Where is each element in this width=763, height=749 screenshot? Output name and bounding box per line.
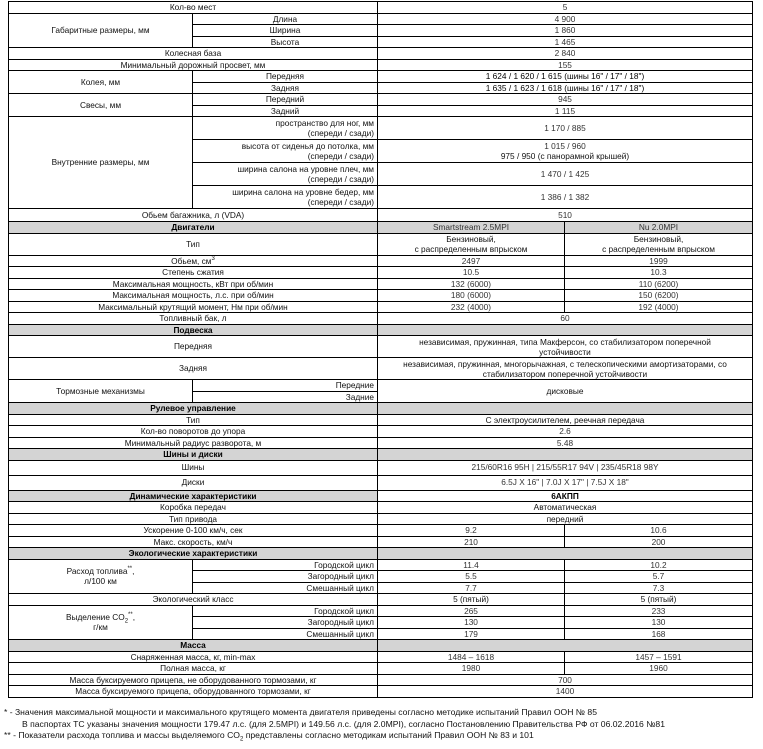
value-volume-1: 2497 (378, 255, 565, 267)
value-torque-2: 192 (4000) (565, 301, 753, 313)
label-compression: Степень сжатия (9, 267, 378, 279)
section-wheels (9, 449, 753, 461)
label-drive: Тип привода (9, 513, 378, 525)
label-susp-front: Передняя (9, 336, 378, 358)
row-compression (9, 267, 753, 279)
label-shoulder-2: (спереди / сзади) (307, 174, 374, 184)
value-vmax-2: 200 (565, 536, 753, 548)
label-track: Колея, мм (9, 71, 193, 94)
row-power-kw (9, 278, 753, 290)
row-susp-rear (9, 358, 753, 380)
section-dynamics (9, 490, 753, 502)
footnote-2: В паспортах ТС указаны значения мощности 179.47 л.с. (для 2.5MPI) и 149.56 л.с. (для 2.0MPI), согласно Постановлению Правительства РФ от 06.02.2016 №81 (22, 718, 665, 729)
section-mass (9, 640, 753, 652)
label-fuel-text: Расход топлива (66, 566, 128, 577)
value-engine-type-1 (378, 233, 565, 255)
footnotes (4, 707, 759, 742)
label-co2-city: Городской цикл (193, 605, 378, 617)
label-fuel-city: Городской цикл (193, 559, 378, 571)
value-accel-2: 10.6 (565, 525, 753, 537)
value-hip: 1 386 / 1 382 (378, 186, 753, 209)
section-dynamics-value: 6АКПП (378, 490, 753, 502)
label-brakes-front: Передние (193, 380, 378, 392)
row-torque (9, 301, 753, 313)
label-trailer-braked: Масса буксируемого прицепа, оборудованного тормозами, кг (9, 686, 378, 698)
value-power-hp-1: 180 (6000) (378, 290, 565, 302)
label-volume-sup: 3 (211, 255, 215, 262)
row-steering-radius (9, 437, 753, 449)
value-compression-2: 10.3 (565, 267, 753, 279)
label-height: Высота (193, 36, 378, 48)
row-drive (9, 513, 753, 525)
value-susp-rear (378, 358, 753, 380)
value-trunk: 510 (378, 209, 753, 222)
label-track-rear: Задняя (193, 82, 378, 94)
value-trailer-braked: 1400 (378, 686, 753, 698)
label-headroom-2: (спереди / сзади) (307, 151, 374, 161)
label-fuel-mixed: Смешанный цикл (193, 582, 378, 594)
section-eco-title: Экологические характеристики (9, 548, 378, 560)
value-accel-1: 9.2 (378, 525, 565, 537)
value-co2-highway-2: 130 (565, 617, 753, 629)
value-steering-turns: 2.6 (378, 426, 753, 438)
row-brakes-front (9, 380, 753, 392)
value-tank: 60 (378, 313, 753, 325)
value-length: 4 900 (378, 13, 753, 25)
value-curb-mass-1: 1484 – 1618 (378, 651, 565, 663)
label-co2-text: Выделение CO (65, 612, 125, 623)
label-length: Длина (193, 13, 378, 25)
row-trailer-braked (9, 686, 753, 698)
label-fuel (9, 559, 193, 594)
label-trailer-unbraked: Масса буксируемого прицепа, не оборудованного тормозами, кг (9, 674, 378, 686)
value-curb-mass-2: 1457 – 1591 (565, 651, 753, 663)
label-legroom-2: (спереди / сзади) (307, 128, 374, 138)
section-steering (9, 403, 753, 415)
value-rims: 6.5J X 16" | 7.0J X 17" | 7.5J X 18" (378, 475, 753, 490)
row-vmax (9, 536, 753, 548)
value-torque-1: 232 (4000) (378, 301, 565, 313)
section-wheels-blank (378, 449, 753, 461)
value-engine-type-2 (565, 233, 753, 255)
row-wheelbase (9, 48, 753, 60)
label-trunk: Обьем багажника, л (VDA) (9, 209, 378, 222)
label-steering-turns: Кол-во поворотов до упора (9, 426, 378, 438)
section-wheels-title: Шины и диски (9, 449, 378, 461)
value-eco-class-1: 5 (пятый) (378, 594, 565, 606)
label-clearance: Минимальный дорожный просвет, мм (9, 59, 378, 71)
row-trunk (9, 209, 753, 222)
label-overhang-front: Передний (193, 94, 378, 106)
section-suspension-blank (378, 324, 753, 336)
label-co2-comma: , (132, 612, 136, 623)
label-shoulder (193, 163, 378, 186)
label-co2-1 (11, 612, 190, 625)
value-susp-front-2: устойчивости (539, 346, 591, 357)
value-susp-rear-2: стабилизатором поперечной устойчивости (482, 368, 648, 379)
label-power-kw: Максимальная мощность, кВт при об/мин (9, 278, 378, 290)
label-legroom (193, 117, 378, 140)
value-headroom-1: 1 015 / 960 (544, 141, 586, 151)
row-fuel-city (9, 559, 753, 571)
row-track-front (9, 71, 753, 83)
row-accel (9, 525, 753, 537)
label-shoulder-1: ширина салона на уровне плеч, мм (237, 164, 374, 174)
value-fuel-city-1: 11.4 (378, 559, 565, 571)
label-co2-highway: Загородный цикл (193, 617, 378, 629)
label-interior: Внутренние размеры, мм (9, 117, 193, 209)
row-seats (9, 2, 753, 14)
value-steering-radius: 5.48 (378, 437, 753, 449)
value-fuel-city-2: 10.2 (565, 559, 753, 571)
engine-col-1: Smartstream 2.5MPI (378, 222, 565, 234)
value-gross-mass-2: 1960 (565, 663, 753, 675)
value-susp-front-1: независимая, пружинная, типа Макферсон, со стабилизатором поперечной (419, 336, 711, 347)
row-rims (9, 475, 753, 490)
section-suspension-title: Подвеска (9, 324, 378, 336)
section-engines-title: Двигатели (9, 222, 378, 234)
row-length (9, 13, 753, 25)
row-eco-class (9, 594, 753, 606)
value-headroom-2: 975 / 950 (с панорамной крышей) (500, 151, 630, 161)
value-seats: 5 (378, 2, 753, 14)
label-overhang: Свесы, мм (9, 94, 193, 117)
label-overhang-rear: Задний (193, 105, 378, 117)
value-clearance: 155 (378, 59, 753, 71)
value-shoulder: 1 470 / 1 425 (378, 163, 753, 186)
label-dimensions: Габаритные размеры, мм (9, 13, 193, 48)
value-susp-rear-1: независимая, пружинная, многорычажная, с телескопическими амортизаторами, со (403, 358, 727, 369)
value-engine-type-2a: Бензиновый, (633, 234, 684, 244)
value-width: 1 860 (378, 25, 753, 37)
row-trailer-unbraked (9, 674, 753, 686)
label-hip (193, 186, 378, 209)
label-tank: Топливный бак, л (9, 313, 378, 325)
section-eco (9, 548, 753, 560)
value-vmax-1: 210 (378, 536, 565, 548)
label-co2-2: г/км (93, 622, 108, 633)
value-power-kw-1: 132 (6000) (378, 278, 565, 290)
footnote-1: * - Значения максимальной мощности и максимального крутящего момента двигателя приведены согласно методике испытаний Правил ООН № 85 (4, 707, 597, 717)
value-power-kw-2: 110 (6200) (565, 278, 753, 290)
value-drive: передний (378, 513, 753, 525)
footnote-3-sub: 2 (239, 736, 244, 743)
value-track-rear: 1 635 / 1 623 / 1 618 (шины 16" / 17" / 18") (378, 82, 753, 94)
row-curb-mass (9, 651, 753, 663)
label-brakes: Тормозные механизмы (9, 380, 193, 403)
value-fuel-mixed-1: 7.7 (378, 582, 565, 594)
label-fuel-highway: Загородный цикл (193, 571, 378, 583)
row-clearance (9, 59, 753, 71)
value-track-front: 1 624 / 1 620 / 1 615 (шины 16" / 17" / 18") (378, 71, 753, 83)
label-hip-2: (спереди / сзади) (307, 197, 374, 207)
footnote-3-a: ** - Показатели расхода топлива и массы выделяемого CO (4, 730, 240, 741)
label-gross-mass: Полная масса, кг (9, 663, 378, 675)
label-width: Ширина (193, 25, 378, 37)
footnote-3-b: представлены согласно методикам испытаний Правил ООН № 83 и 101 (243, 730, 534, 741)
value-wheelbase: 2 840 (378, 48, 753, 60)
row-co2-city (9, 605, 753, 617)
value-susp-front (378, 336, 753, 358)
value-fuel-highway-2: 5.7 (565, 571, 753, 583)
value-engine-type-1b: с распределенным впрыском (414, 244, 528, 254)
label-fuel-sup: ** (127, 566, 133, 573)
value-co2-mixed-1: 179 (378, 628, 565, 640)
value-fuel-mixed-2: 7.3 (565, 582, 753, 594)
section-engines (9, 222, 753, 234)
value-trailer-unbraked: 700 (378, 674, 753, 686)
value-fuel-highway-1: 5.5 (378, 571, 565, 583)
value-volume-2: 1999 (565, 255, 753, 267)
spec-table (8, 1, 753, 698)
value-power-hp-2: 150 (6200) (565, 290, 753, 302)
label-steering-type: Тип (9, 414, 378, 426)
label-vmax: Макс. скорость, км/ч (9, 536, 378, 548)
label-susp-rear: Задняя (9, 358, 378, 380)
value-overhang-front: 945 (378, 94, 753, 106)
row-overhang-front (9, 94, 753, 106)
row-volume (9, 255, 753, 267)
footnote-3 (4, 730, 759, 742)
label-steering-radius: Минимальный радиус разворота, м (9, 437, 378, 449)
label-co2-mixed: Смешанный цикл (193, 628, 378, 640)
section-steering-title: Рулевое управление (9, 403, 378, 415)
row-susp-front (9, 336, 753, 358)
label-co2-sup: ** (128, 612, 133, 619)
label-fuel-1 (11, 566, 190, 576)
label-headroom (193, 140, 378, 163)
value-overhang-rear: 1 115 (378, 105, 753, 117)
value-steering-type: С электроусилителем, реечная передача (378, 414, 753, 426)
label-gearbox: Коробка передач (9, 502, 378, 514)
label-co2 (9, 605, 193, 640)
label-eco-class: Экологический класс (9, 594, 378, 606)
label-torque: Максимальный крутящий момент, Нм при об/мин (9, 301, 378, 313)
section-suspension (9, 324, 753, 336)
label-engine-type: Тип (9, 233, 378, 255)
section-dynamics-title: Динамические характеристики (9, 490, 378, 502)
section-mass-title: Масса (9, 640, 378, 652)
label-fuel-comma: , (132, 566, 135, 577)
label-legroom-1: пространство для ног, мм (275, 118, 374, 128)
value-brakes: дисковые (378, 380, 753, 403)
row-legroom (9, 117, 753, 140)
value-legroom: 1 170 / 885 (378, 117, 753, 140)
label-track-front: Передняя (193, 71, 378, 83)
label-tyres: Шины (9, 460, 378, 475)
row-tank (9, 313, 753, 325)
row-tyres (9, 460, 753, 475)
value-co2-city-2: 233 (565, 605, 753, 617)
label-seats: Кол-во мест (9, 2, 378, 14)
row-steering-turns (9, 426, 753, 438)
value-gross-mass-1: 1980 (378, 663, 565, 675)
label-rims: Диски (9, 475, 378, 490)
value-headroom (378, 140, 753, 163)
value-tyres: 215/60R16 95H | 215/55R17 94V | 235/45R18 98Y (378, 460, 753, 475)
engine-col-2: Nu 2.0MPI (565, 222, 753, 234)
label-co2-sub: 2 (124, 618, 129, 625)
value-height: 1 465 (378, 36, 753, 48)
value-engine-type-2b: с распределенным впрыском (602, 244, 715, 254)
label-accel: Ускорение 0-100 км/ч, сек (9, 525, 378, 537)
value-co2-city-1: 265 (378, 605, 565, 617)
value-engine-type-1a: Бензиновый, (446, 234, 496, 244)
label-headroom-1: высота от сиденья до потолка, мм (241, 141, 374, 151)
label-volume (9, 255, 378, 267)
label-volume-text: Обьем, см (171, 255, 212, 266)
label-brakes-rear: Задние (193, 391, 378, 403)
label-wheelbase: Колесная база (9, 48, 378, 60)
row-gross-mass (9, 663, 753, 675)
label-curb-mass: Снаряженная масса, кг, min-max (9, 651, 378, 663)
section-mass-blank (378, 640, 753, 652)
row-engine-type (9, 233, 753, 255)
value-compression-1: 10.5 (378, 267, 565, 279)
label-hip-1: ширина салона на уровне бедер, мм (232, 187, 374, 197)
label-power-hp: Максимальная мощность, л.с. при об/мин (9, 290, 378, 302)
row-steering-type (9, 414, 753, 426)
value-co2-mixed-2: 168 (565, 628, 753, 640)
value-gearbox: Автоматическая (378, 502, 753, 514)
value-eco-class-2: 5 (пятый) (565, 594, 753, 606)
label-fuel-2: л/100 км (84, 576, 117, 587)
row-gearbox (9, 502, 753, 514)
section-steering-blank (378, 403, 753, 415)
value-co2-highway-1: 130 (378, 617, 565, 629)
row-power-hp (9, 290, 753, 302)
section-eco-blank (378, 548, 753, 560)
